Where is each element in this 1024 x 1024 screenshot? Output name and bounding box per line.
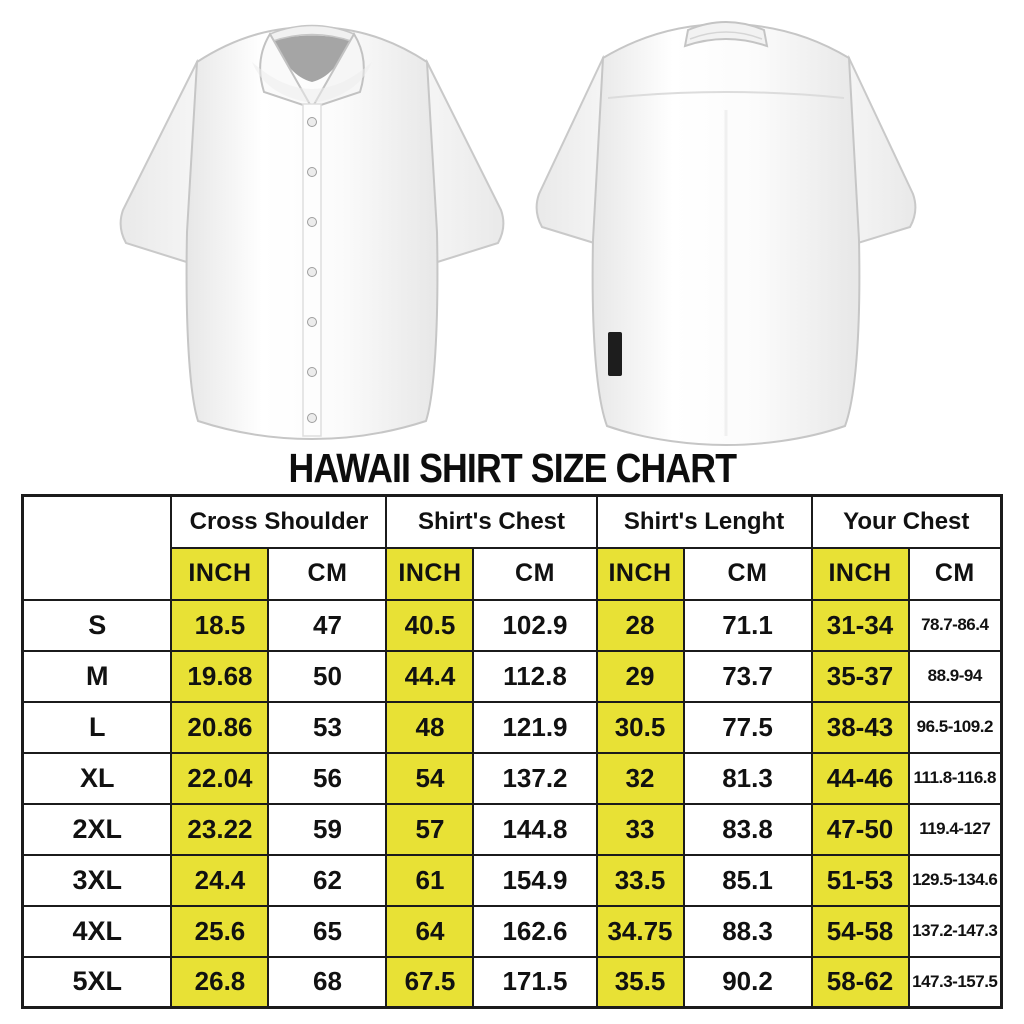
unit-header-cm: CM	[909, 548, 1002, 600]
table-row-2xl	[22, 804, 1001, 855]
data-cell: 20.86	[171, 702, 268, 753]
data-cell: 23.22	[171, 804, 268, 855]
data-cell: 147.3-157.5	[909, 957, 1002, 1008]
table-row-xl	[22, 753, 1001, 804]
size-cell: 3XL	[22, 855, 171, 906]
data-cell: 58-62	[812, 957, 909, 1008]
size-cell: XL	[22, 753, 171, 804]
data-cell: 129.5-134.6	[909, 855, 1002, 906]
data-cell: 67.5	[386, 957, 473, 1008]
group-header-your-chest: Your Chest	[812, 496, 1002, 548]
table-row-4xl	[22, 906, 1001, 957]
data-cell: 56	[268, 753, 386, 804]
data-cell: 33.5	[597, 855, 684, 906]
size-chart-table	[21, 494, 1003, 1009]
size-cell: 5XL	[22, 957, 171, 1008]
shirt-back-image	[537, 22, 916, 445]
data-cell: 51-53	[812, 855, 909, 906]
data-cell: 35-37	[812, 651, 909, 702]
unit-header-cm: CM	[473, 548, 596, 600]
data-cell: 96.5-109.2	[909, 702, 1002, 753]
data-cell: 88.3	[684, 906, 812, 957]
shirt-front-image	[121, 26, 504, 440]
page-title: HAWAII SHIRT SIZE CHART	[288, 445, 736, 491]
data-cell: 33	[597, 804, 684, 855]
data-cell: 65	[268, 906, 386, 957]
data-cell: 29	[597, 651, 684, 702]
back-side-tag	[608, 332, 622, 376]
data-cell: 28	[597, 600, 684, 651]
data-cell: 88.9-94	[909, 651, 1002, 702]
data-cell: 53	[268, 702, 386, 753]
data-cell: 64	[386, 906, 473, 957]
table-row-m	[22, 651, 1001, 702]
corner-cell	[22, 496, 171, 600]
size-cell: 4XL	[22, 906, 171, 957]
data-cell: 25.6	[171, 906, 268, 957]
data-cell: 137.2	[473, 753, 596, 804]
data-cell: 35.5	[597, 957, 684, 1008]
size-cell: M	[22, 651, 171, 702]
data-cell: 24.4	[171, 855, 268, 906]
table-row-s	[22, 600, 1001, 651]
data-cell: 47	[268, 600, 386, 651]
data-cell: 31-34	[812, 600, 909, 651]
table-row-3xl	[22, 855, 1001, 906]
data-cell: 73.7	[684, 651, 812, 702]
data-cell: 44.4	[386, 651, 473, 702]
table-row-5xl	[22, 957, 1001, 1008]
data-cell: 26.8	[171, 957, 268, 1008]
group-header-cross-shoulder: Cross Shoulder	[171, 496, 386, 548]
data-cell: 38-43	[812, 702, 909, 753]
unit-header-inch: INCH	[597, 548, 684, 600]
unit-header-cm: CM	[268, 548, 386, 600]
data-cell: 71.1	[684, 600, 812, 651]
data-cell: 18.5	[171, 600, 268, 651]
data-cell: 90.2	[684, 957, 812, 1008]
data-cell: 54	[386, 753, 473, 804]
data-cell: 40.5	[386, 600, 473, 651]
data-cell: 57	[386, 804, 473, 855]
data-cell: 48	[386, 702, 473, 753]
data-cell: 154.9	[473, 855, 596, 906]
size-cell: L	[22, 702, 171, 753]
data-cell: 144.8	[473, 804, 596, 855]
size-cell: S	[22, 600, 171, 651]
data-cell: 47-50	[812, 804, 909, 855]
data-cell: 50	[268, 651, 386, 702]
data-cell: 32	[597, 753, 684, 804]
data-cell: 121.9	[473, 702, 596, 753]
data-cell: 171.5	[473, 957, 596, 1008]
data-cell: 34.75	[597, 906, 684, 957]
data-cell: 22.04	[171, 753, 268, 804]
data-cell: 83.8	[684, 804, 812, 855]
table-row-l	[22, 702, 1001, 753]
data-cell: 62	[268, 855, 386, 906]
data-cell: 44-46	[812, 753, 909, 804]
shirts-product-image	[0, 0, 1024, 446]
data-cell: 61	[386, 855, 473, 906]
unit-header-inch: INCH	[386, 548, 473, 600]
data-cell: 78.7-86.4	[909, 600, 1002, 651]
data-cell: 68	[268, 957, 386, 1008]
data-cell: 19.68	[171, 651, 268, 702]
size-cell: 2XL	[22, 804, 171, 855]
data-cell: 119.4-127	[909, 804, 1002, 855]
data-cell: 30.5	[597, 702, 684, 753]
group-header-shirts-lenght: Shirt's Lenght	[597, 496, 812, 548]
data-cell: 85.1	[684, 855, 812, 906]
data-cell: 81.3	[684, 753, 812, 804]
data-cell: 162.6	[473, 906, 596, 957]
data-cell: 54-58	[812, 906, 909, 957]
unit-header-inch: INCH	[812, 548, 909, 600]
data-cell: 59	[268, 804, 386, 855]
data-cell: 77.5	[684, 702, 812, 753]
group-header-shirts-chest: Shirt's Chest	[386, 496, 596, 548]
data-cell: 137.2-147.3	[909, 906, 1002, 957]
unit-header-cm: CM	[684, 548, 812, 600]
data-cell: 111.8-116.8	[909, 753, 1002, 804]
column-group-header-row	[22, 496, 1001, 548]
data-cell: 112.8	[473, 651, 596, 702]
data-cell: 102.9	[473, 600, 596, 651]
unit-header-inch: INCH	[171, 548, 268, 600]
